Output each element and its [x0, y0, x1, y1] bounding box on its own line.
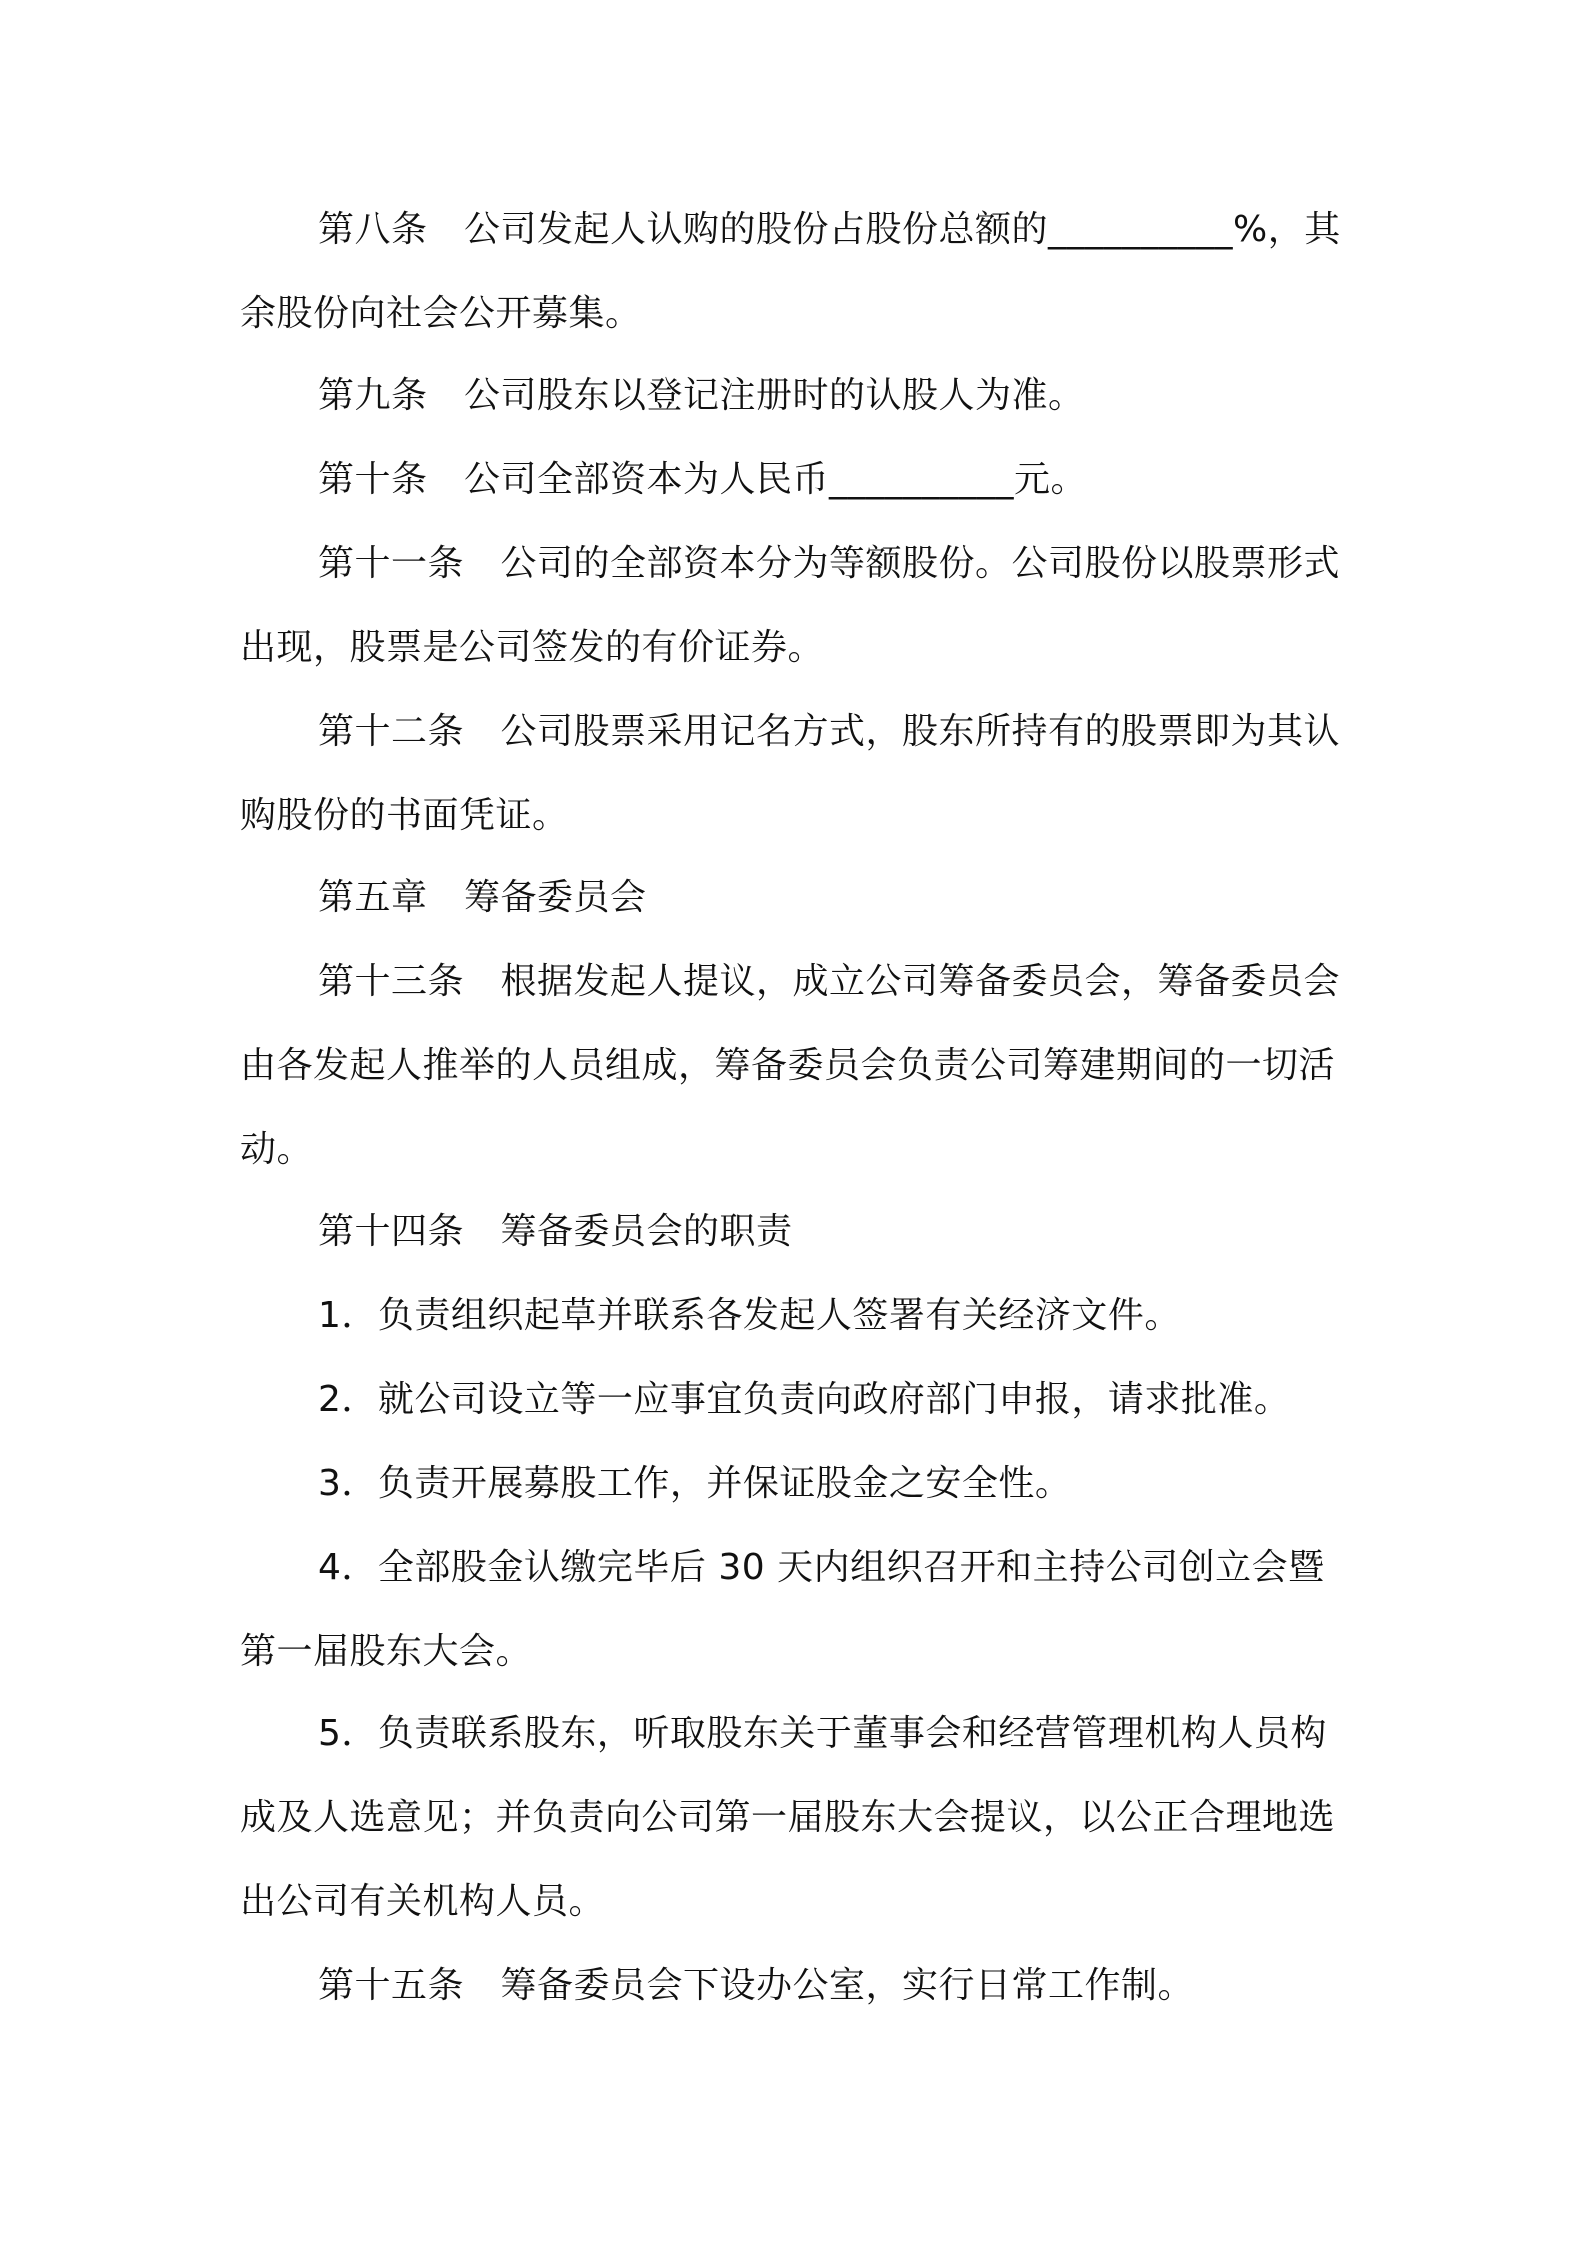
duty-item-4-line-2: 第一届股东大会。 — [240, 1631, 533, 1672]
duty-item-4-line-1: 4．全部股金认缴完毕后 30 天内组织召开和主持公司创立会暨 — [318, 1547, 1325, 1588]
duty-item-5-line-1: 5．负责联系股东，听取股东关于董事会和经营管理机构人员构 — [318, 1713, 1327, 1754]
article-11-line-1: 第十一条 公司的全部资本分为等额股份。公司股份以股票形式 — [318, 543, 1341, 584]
duty-item-3: 3．负责开展募股工作，并保证股金之安全性。 — [318, 1463, 1072, 1504]
article-13-line-3: 动。 — [240, 1129, 314, 1170]
article-13-line-2: 由各发起人推举的人员组成，筹备委员会负责公司筹建期间的一切活 — [240, 1045, 1336, 1086]
article-8-line-1: 第八条 公司发起人认购的股份占股份总额的__________%，其 — [318, 209, 1341, 250]
article-8-line-2: 余股份向社会公开募集。 — [240, 293, 642, 334]
article-15-line-1: 第十五条 筹备委员会下设办公室，实行日常工作制。 — [318, 1965, 1195, 2006]
article-14-heading: 第十四条 筹备委员会的职责 — [318, 1211, 793, 1252]
duty-item-5-line-3: 出公司有关机构人员。 — [240, 1881, 606, 1922]
article-13-line-1: 第十三条 根据发起人提议，成立公司筹备委员会，筹备委员会 — [318, 961, 1341, 1002]
chapter-5-heading: 第五章 筹备委员会 — [318, 877, 647, 918]
article-10-line-1: 第十条 公司全部资本为人民币__________元。 — [318, 459, 1088, 500]
duty-item-2: 2．就公司设立等一应事宜负责向政府部门申报，请求批准。 — [318, 1379, 1291, 1420]
article-12-line-1: 第十二条 公司股票采用记名方式，股东所持有的股票即为其认 — [318, 711, 1341, 752]
duty-item-1: 1．负责组织起草并联系各发起人签署有关经济文件。 — [318, 1295, 1181, 1336]
article-9-line-1: 第九条 公司股东以登记注册时的认股人为准。 — [318, 375, 1085, 416]
article-12-line-2: 购股份的书面凭证。 — [240, 795, 569, 836]
article-11-line-2: 出现，股票是公司签发的有价证券。 — [240, 627, 825, 668]
duty-item-5-line-2: 成及人选意见；并负责向公司第一届股东大会提议，以公正合理地选 — [240, 1797, 1336, 1838]
